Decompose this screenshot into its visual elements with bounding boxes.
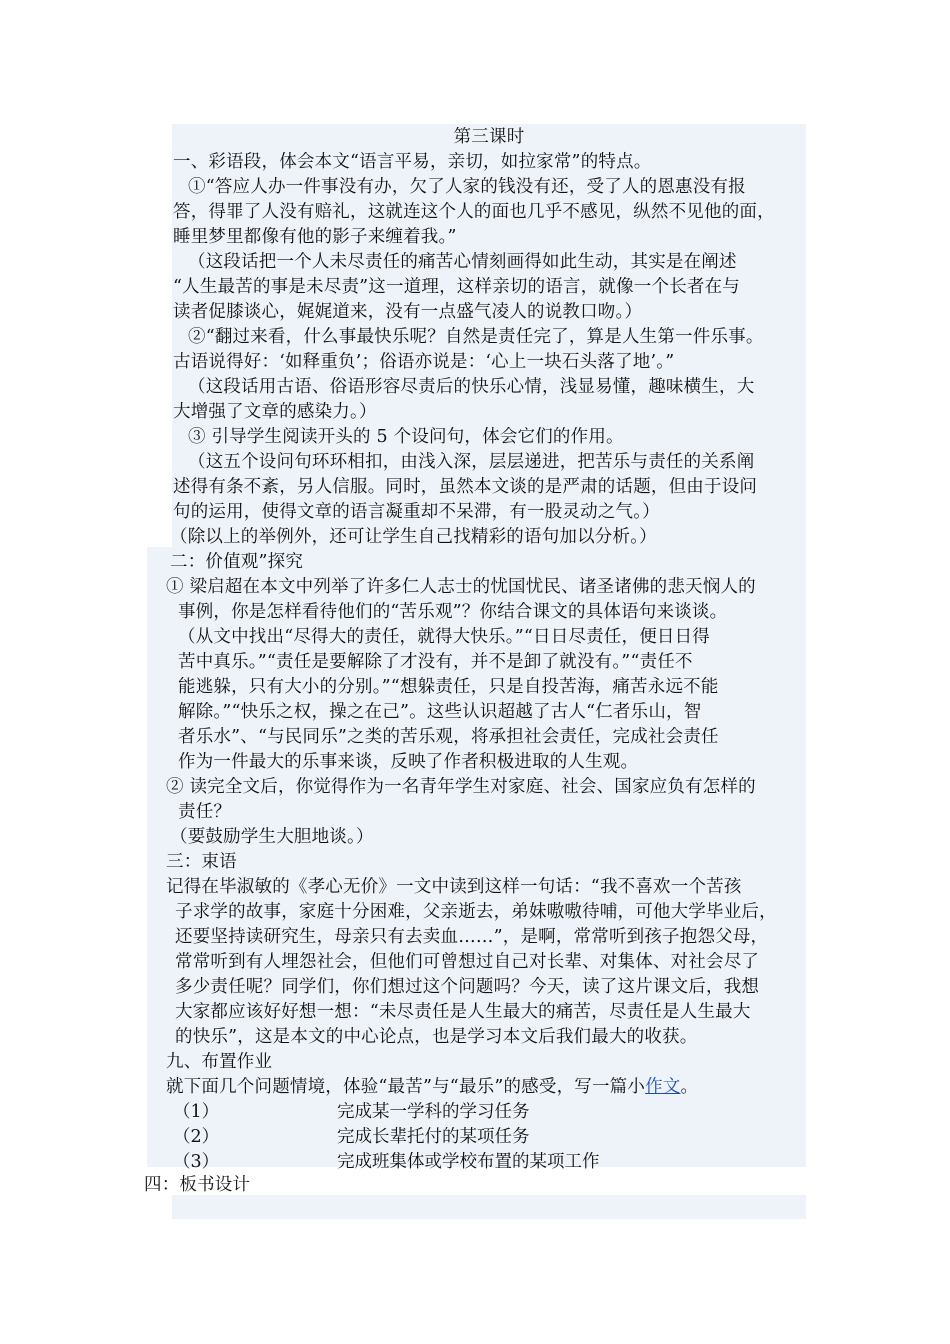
section1-line: ②“翻过来看，什么事最快乐呢？自然是责任完了，算是人生第一件乐事。	[188, 327, 764, 347]
section1-line: 句的运用，使得文章的语言凝重却不呆滞，有一股灵动之气。）	[173, 502, 660, 522]
essay-link[interactable]: 作文	[645, 1077, 681, 1097]
page-title: 第三课时	[453, 127, 525, 147]
section2-line: ② 读完全文后，你觉得作为一名青年学生对家庭、社会、国家应负有怎样的	[166, 777, 756, 797]
section2-line: （要鼓励学生大胆地谈。）	[170, 827, 374, 847]
section3-line: 记得在毕淑敏的《孝心无价》一文中读到这样一句话：“我不喜欢一个苦孩	[166, 877, 742, 897]
section1-line: “人生最苦的事是未尽责”这一道理，这样亲切的语言，就像一个长者在与	[173, 277, 740, 297]
section1-line: ③ 引导学生阅读开头的 5 个设问句，体会它们的作用。	[188, 427, 624, 447]
task-number: （1）	[173, 1102, 220, 1122]
section2-line: ① 梁启超在本文中列举了许多仁人志士的忧国忧民、诸圣诸佛的悲天悯人的	[166, 577, 756, 597]
section3-line: 的快乐”，这是本文的中心论点，也是学习本文后我们最大的收获。	[175, 1027, 698, 1047]
section2-line: 事例，你是怎样看待他们的“苦乐观”？你结合课文的具体语句来谈谈。	[178, 602, 728, 622]
section1-line: （这段话把一个人未尽责任的痛苦心情刻画得如此生动，其实是在阐述	[188, 252, 737, 272]
section4-heading: 四：板书设计	[144, 1175, 251, 1195]
homework-intro	[166, 1075, 698, 1100]
homework-intro-text: 就下面几个问题情境，体验“最苦”与“最乐”的感受，写一篇小	[166, 1077, 646, 1097]
section3-line: 多少责任呢？同学们，你们想过这个问题吗？今天，读了这片课文后，我想	[175, 977, 760, 997]
section1-line: 古语说得好：‘如释重负’；俗语亦说是：‘心上一块石头落了地’。”	[173, 352, 675, 372]
section3-line: 还要坚持读研究生，母亲只有去卖血……”，是啊，常常听到孩子抱怨父母，	[175, 927, 769, 947]
section2-line: 责任？	[178, 802, 232, 822]
section2-line: 能逃躲，只有大小的分别。”“想躲责任，只是自投苦海，痛苦永远不能	[178, 677, 719, 697]
task-text: 完成长辈托付的某项任务	[337, 1127, 530, 1147]
section2-line: 作为一件最大的乐事来谈，反映了作者积极进取的人生观。	[178, 752, 639, 772]
section3-line: 常常听到有人埋怨社会，但他们可曾想过自己对长辈、对集体、对社会尽了	[175, 952, 760, 972]
section1-line: （这段话用古语、俗语形容尽责后的快乐心情，浅显易懂，趣味横生，大	[188, 377, 755, 397]
homework-intro-end: 。	[680, 1077, 699, 1097]
section1-heading: 一、彩语段，体会本文“语言平易，亲切，如拉家常”的特点。	[173, 152, 652, 172]
section2-line: （从文中找出“尽得大的责任，就得大快乐。”“日日尽责任，便日日得	[178, 627, 710, 647]
section9-heading: 九、布置作业	[166, 1052, 273, 1072]
section1-line: （除以上的举例外，还可让学生自己找精彩的语句加以分析。）	[170, 527, 657, 547]
section2-line: 苦中真乐。”“责任是要解除了才没有，并不是卸了就没有。”“责任不	[178, 652, 693, 672]
task-number: （2）	[173, 1127, 220, 1147]
section1-line: ①“答应人办一件事没有办，欠了人家的钱没有还，受了人的恩惠没有报	[188, 177, 746, 197]
task-number: （3）	[173, 1152, 220, 1172]
section2-line: 者乐水”、“与民同乐”之类的苦乐观，将承担社会责任，完成社会责任	[178, 727, 719, 747]
section1-line: 答，得罪了人没有赔礼，这就连这个人的面也几乎不感见，纵然不见他的面，	[173, 202, 775, 222]
task-text: 完成某一学科的学习任务	[337, 1102, 530, 1122]
section1-line: 述得有条不紊，另人信服。同时，虽然本文谈的是严肃的话题，但由于设问	[173, 477, 758, 497]
section1-line: 读者促膝谈心，娓娓道来，没有一点盛气凌人的说教口吻。）	[173, 302, 643, 322]
section3-line: 大家都应该好好想一想：“未尽责任是人生最大的痛苦，尽责任是人生最大	[175, 1002, 751, 1022]
shaded-block-bottom	[172, 1195, 806, 1219]
section2-heading: 二：价值观”探究	[170, 552, 304, 572]
section3-heading: 三：束语	[166, 852, 237, 872]
section2-line: 解除。”“快乐之权，操之在己”。这些认识超越了古人“仁者乐山，智	[178, 702, 702, 722]
section1-line: 睡里梦里都像有他的影子来缠着我。”	[173, 227, 457, 247]
section3-line: 子求学的故事，家庭十分困难，父亲逝去，弟妹嗷嗷待哺，可他大学毕业后，	[175, 902, 777, 922]
task-text: 完成班集体或学校布置的某项工作	[337, 1152, 600, 1172]
section1-line: （这五个设问句环环相扣，由浅入深，层层递进，把苦乐与责任的关系阐	[188, 452, 755, 472]
section1-line: 大增强了文章的感染力。）	[173, 402, 377, 422]
